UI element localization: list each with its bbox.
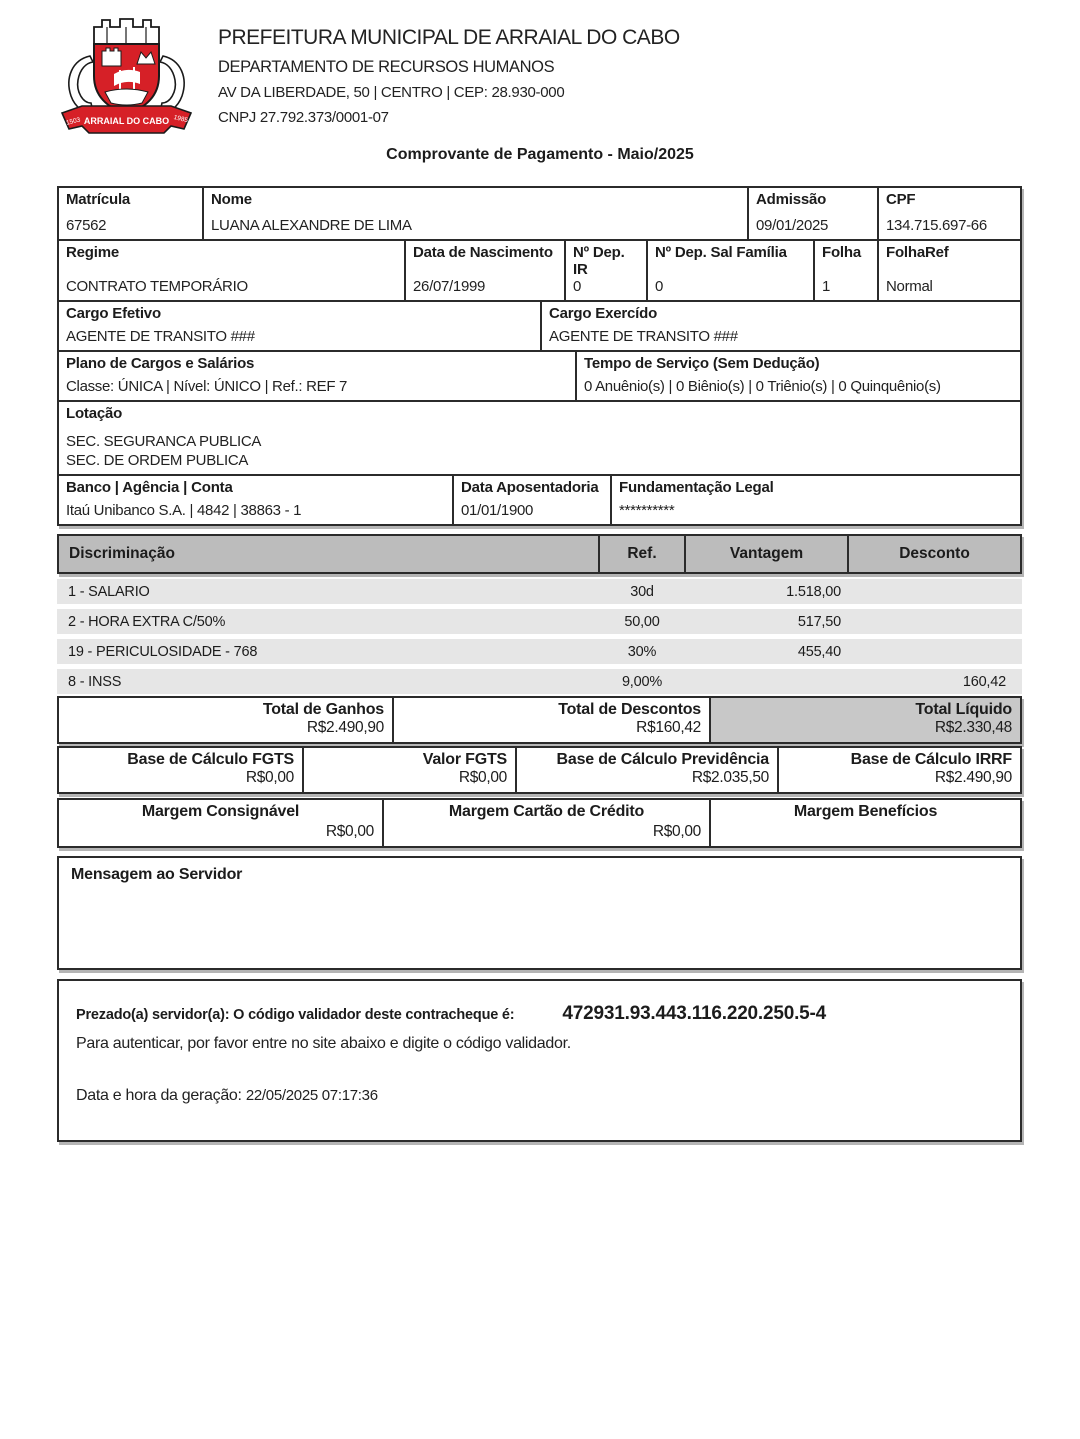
field-lotacao-line1: SEC. SEGURANCA PUBLICA [66, 433, 262, 450]
field-tempo-servico [575, 352, 1020, 400]
coat-of-arms [60, 14, 193, 143]
earnings-row-ref: 30d [630, 583, 654, 600]
field-cpf [877, 188, 1020, 239]
earnings-row-description: 2 - HORA EXTRA C/50% [68, 613, 226, 630]
valor-fgts [302, 748, 515, 792]
field-cargo-efetivo-label: Cargo Efetivo [66, 305, 161, 322]
coat-of-arms-icon [60, 14, 193, 138]
field-lotacao-label: Lotação [66, 405, 123, 422]
field-fundamentacao-label: Fundamentação Legal [619, 479, 774, 496]
earnings-row-ref: 9,00% [621, 673, 663, 690]
base-previdencia-label: Base de Cálculo Previdência [556, 751, 769, 768]
base-irrf [777, 748, 1020, 792]
field-plano [59, 352, 575, 400]
validator-code: 472931.93.443.116.220.250.5-4 [562, 1003, 827, 1024]
earnings-row-description: 1 - SALARIO [68, 583, 150, 600]
valor-fgts-value: R$0,00 [458, 769, 507, 786]
field-banco [59, 476, 452, 524]
field-dep-sal [646, 241, 813, 300]
field-regime [59, 241, 404, 300]
base-previdencia-value: R$2.035,50 [691, 769, 769, 786]
validator-code-line [76, 1003, 1003, 1025]
margem-cartao-value: R$0,00 [652, 823, 701, 840]
field-dep-ir [564, 241, 646, 300]
calculation-bases-band [57, 746, 1022, 794]
info-row-1 [59, 188, 1020, 239]
org-address: AV DA LIBERDADE, 50 | CENTRO | CEP: 28.930-000 [218, 84, 565, 101]
validator-box [57, 979, 1022, 1142]
earnings-row-description: 19 - PERICULOSIDADE - 768 [68, 643, 258, 660]
org-cnpj: CNPJ 27.792.373/0001-07 [218, 109, 389, 126]
earnings-row-ref: 50,00 [624, 613, 660, 630]
field-cargo-exercido-value: AGENTE DE TRANSITO ### [549, 328, 738, 345]
employee-info-table [57, 186, 1022, 526]
totals-band [57, 696, 1022, 744]
validator-intro: Prezado(a) servidor(a): O código validador deste contracheque é: [76, 1007, 515, 1023]
generation-datetime-line [76, 1087, 1003, 1105]
margem-beneficios [709, 800, 1020, 846]
total-liquido-label: Total Líquido [915, 701, 1012, 718]
field-matricula-value: 67562 [66, 217, 107, 234]
total-ganhos [59, 698, 392, 742]
field-lotacao-value [66, 433, 1013, 469]
generation-datetime-label: Data e hora da geração: [76, 1087, 242, 1104]
total-liquido-value: R$2.330,48 [934, 719, 1012, 736]
field-dep-ir-label: Nº Dep. IR [573, 244, 625, 278]
field-banco-label: Banco | Agência | Conta [66, 479, 233, 496]
field-dep-sal-label: Nº Dep. Sal Família [655, 244, 787, 261]
earnings-row-vantagem: 517,50 [797, 613, 841, 630]
total-descontos-value: R$160,42 [636, 719, 701, 736]
field-nome [202, 188, 747, 239]
field-aposentadoria-label: Data Aposentadoria [461, 479, 599, 496]
field-lotacao-line2: SEC. DE ORDEM PUBLICA [66, 452, 249, 469]
earnings-row-vantagem: 1.518,00 [786, 583, 841, 600]
column-header-discriminacao: Discriminação [69, 545, 175, 562]
margem-cartao [382, 800, 709, 846]
field-cargo-exercido [540, 302, 1020, 350]
base-fgts-value: R$0,00 [245, 769, 294, 786]
field-nome-label: Nome [211, 191, 252, 208]
generation-datetime-value: 22/05/2025 07:17:36 [245, 1087, 378, 1104]
base-irrf-label: Base de Cálculo IRRF [850, 751, 1012, 768]
margem-consignavel-value: R$0,00 [325, 823, 374, 840]
field-cargo-exercido-label: Cargo Exercído [549, 305, 658, 322]
earnings-row-ref: 30% [627, 643, 657, 660]
base-fgts [59, 748, 302, 792]
field-lotacao [59, 402, 1020, 474]
crest-year-left: 1503 [65, 116, 82, 127]
column-header-vantagem: Vantagem [684, 536, 847, 572]
field-folha [813, 241, 877, 300]
earnings-row [57, 639, 1022, 664]
info-row-6 [59, 474, 1020, 524]
field-tempo-servico-value: 0 Anuênio(s) | 0 Biênio(s) | 0 Triênio(s) | 0 Quinquênio(s) [584, 378, 941, 395]
total-descontos-label: Total de Descontos [558, 701, 701, 718]
field-nome-value: LUANA ALEXANDRE DE LIMA [211, 217, 412, 234]
info-row-2 [59, 239, 1020, 300]
field-folharef-label: FolhaRef [886, 244, 949, 261]
field-aposentadoria [452, 476, 610, 524]
field-admissao [747, 188, 877, 239]
margem-consignavel-label: Margem Consignável [141, 803, 300, 820]
field-matricula-label: Matrícula [66, 191, 131, 208]
margem-cartao-label: Margem Cartão de Crédito [448, 803, 645, 820]
field-aposentadoria-value: 01/01/1900 [461, 502, 534, 519]
field-dep-ir-value: 0 [573, 278, 582, 295]
valor-fgts-label: Valor FGTS [422, 751, 507, 768]
payslip-body [57, 186, 1022, 1142]
earnings-row [57, 609, 1022, 634]
info-row-4 [59, 350, 1020, 400]
earnings-row-desconto: 160,42 [962, 673, 1006, 690]
field-cargo-efetivo [59, 302, 540, 350]
info-row-3 [59, 300, 1020, 350]
field-tempo-servico-label: Tempo de Serviço (Sem Dedução) [584, 355, 820, 372]
total-ganhos-label: Total de Ganhos [262, 701, 384, 718]
field-regime-label: Regime [66, 244, 119, 261]
field-admissao-value: 09/01/2025 [756, 217, 829, 234]
field-plano-label: Plano de Cargos e Salários [66, 355, 255, 372]
column-header-ref: Ref. [598, 536, 684, 572]
field-dep-sal-value: 0 [655, 278, 664, 295]
field-folharef-value: Normal [886, 278, 933, 295]
message-box [57, 856, 1022, 970]
crest-banner-text: ARRAIAL DO CABO [83, 116, 170, 126]
earnings-table-header [57, 534, 1022, 574]
earnings-row [57, 579, 1022, 604]
field-cargo-efetivo-value: AGENTE DE TRANSITO ### [66, 328, 255, 345]
field-nascimento-value: 26/07/1999 [413, 278, 486, 295]
field-regime-value: CONTRATO TEMPORÁRIO [66, 278, 248, 295]
message-box-title: Mensagem ao Servidor [71, 866, 243, 883]
field-fundamentacao-value: ********** [619, 502, 675, 519]
field-fundamentacao [610, 476, 1020, 524]
field-matricula [59, 188, 202, 239]
field-banco-value: Itaú Unibanco S.A. | 4842 | 38863 - 1 [66, 502, 302, 519]
document-title: Comprovante de Pagamento - Maio/2025 [386, 146, 694, 163]
field-cpf-value: 134.715.697-66 [886, 217, 987, 234]
margem-beneficios-label: Margem Benefícios [793, 803, 938, 820]
base-fgts-label: Base de Cálculo FGTS [127, 751, 294, 768]
info-row-5 [59, 400, 1020, 474]
earnings-row-description: 8 - INSS [68, 673, 122, 690]
margins-band [57, 798, 1022, 848]
org-name: PREFEITURA MUNICIPAL DE ARRAIAL DO CABO [218, 26, 680, 49]
total-descontos [392, 698, 709, 742]
crest-year-right: 1985 [172, 113, 189, 125]
total-liquido [709, 698, 1020, 742]
field-nascimento [404, 241, 564, 300]
earnings-row-vantagem: 455,40 [797, 643, 841, 660]
total-ganhos-value: R$2.490,90 [306, 719, 384, 736]
field-cpf-label: CPF [886, 191, 916, 208]
org-department: DEPARTAMENTO DE RECURSOS HUMANOS [218, 58, 555, 76]
column-header-desconto: Desconto [847, 536, 1020, 572]
field-folharef [877, 241, 1020, 300]
org-header [218, 24, 680, 126]
field-folha-value: 1 [822, 278, 831, 295]
base-irrf-value: R$2.490,90 [934, 769, 1012, 786]
field-folha-label: Folha [822, 244, 861, 261]
field-nascimento-label: Data de Nascimento [413, 244, 553, 261]
earnings-row [57, 669, 1022, 694]
field-admissao-label: Admissão [756, 191, 827, 208]
validator-instruction: Para autenticar, por favor entre no site abaixo e digite o código validador. [76, 1035, 571, 1052]
field-plano-value: Classe: ÚNICA | Nível: ÚNICO | Ref.: REF 7 [66, 378, 348, 395]
base-previdencia [515, 748, 777, 792]
margem-consignavel [59, 800, 382, 846]
